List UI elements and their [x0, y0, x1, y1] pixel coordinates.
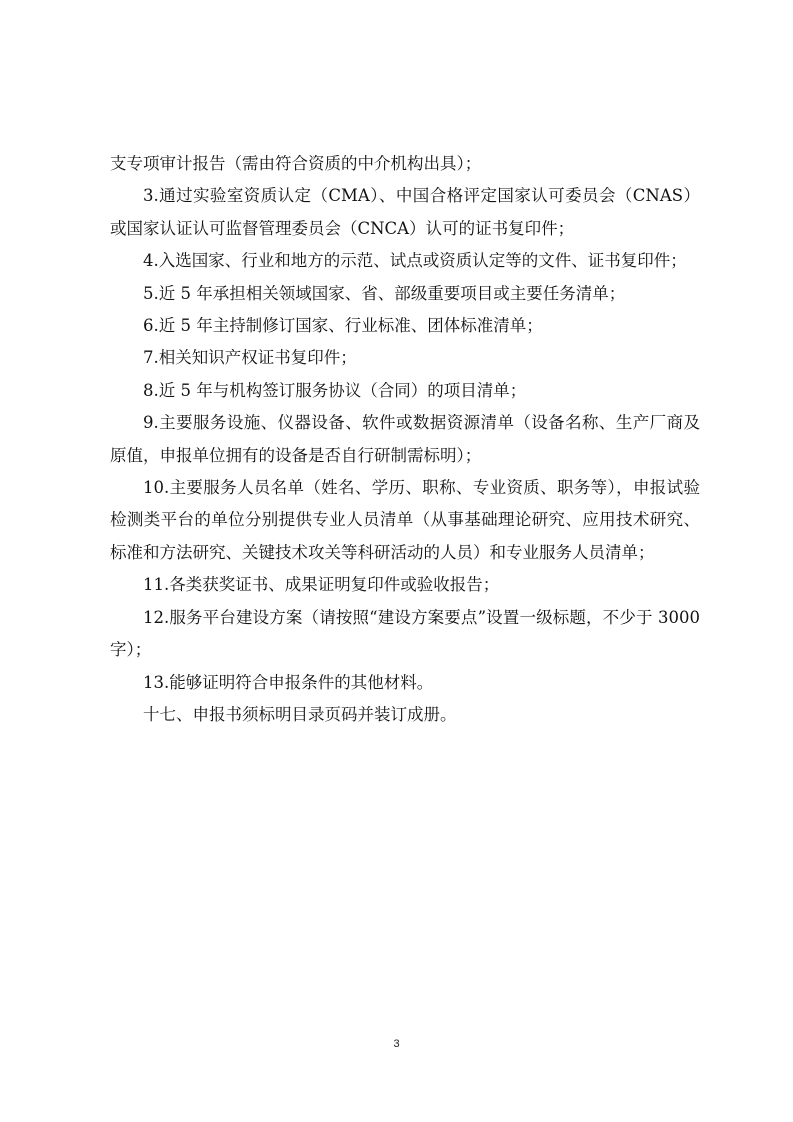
- list-item-4: 4.入选国家、行业和地方的示范、试点或资质认定等的文件、证书复印件；: [143, 251, 687, 271]
- list-item-5: 5.近 5 年承担相关领域国家、省、部级重要项目或主要任务清单；: [143, 283, 626, 303]
- list-item-12: 12.服务平台建设方案（请按照“建设方案要点”设置一级标题，不少于 3000 字）；: [110, 607, 700, 660]
- page-number: 3: [393, 1038, 400, 1050]
- list-item-8: 8.近 5 年与机构签订服务协议（合同）的项目清单；: [143, 380, 527, 400]
- section-17-paragraph: 十七、申报书须标明目录页码并装订成册。: [143, 704, 457, 724]
- list-item-11: 11.各类获奖证书、成果证明复印件或验收报告；: [143, 575, 500, 595]
- list-item-6: 6.近 5 年主持制修订国家、行业标准、团体标准清单；: [143, 316, 543, 336]
- list-item-3: 3.通过实验室资质认定（CMA）、中国合格评定国家认可委员会（CNAS）或国家认证认可监督管理委员会（CNCA）认可的证书复印件；: [110, 186, 700, 238]
- list-item-10: 10.主要服务人员名单（姓名、学历、职称、专业资质、职务等），申报试验检测类平台的单位分别提供专业人员清单（从事基础理论研究、应用技术研究、标准和方法研究、关键技术攻关等科研活动的人员）和专业服务人员清单；: [110, 478, 700, 562]
- list-item-7: 7.相关知识产权证书复印件；: [143, 348, 357, 368]
- paragraph-continuation: 支专项审计报告（需由符合资质的中介机构出具）；: [110, 154, 482, 173]
- list-item-13: 13.能够证明符合申报条件的其他材料。: [143, 672, 434, 692]
- list-item-9: 9.主要服务设施、仪器设备、软件或数据资源清单（设备名称、生产厂商及原值，申报单位拥有的设备是否自行研制需标明）；: [110, 413, 700, 465]
- document-body: [110, 148, 700, 731]
